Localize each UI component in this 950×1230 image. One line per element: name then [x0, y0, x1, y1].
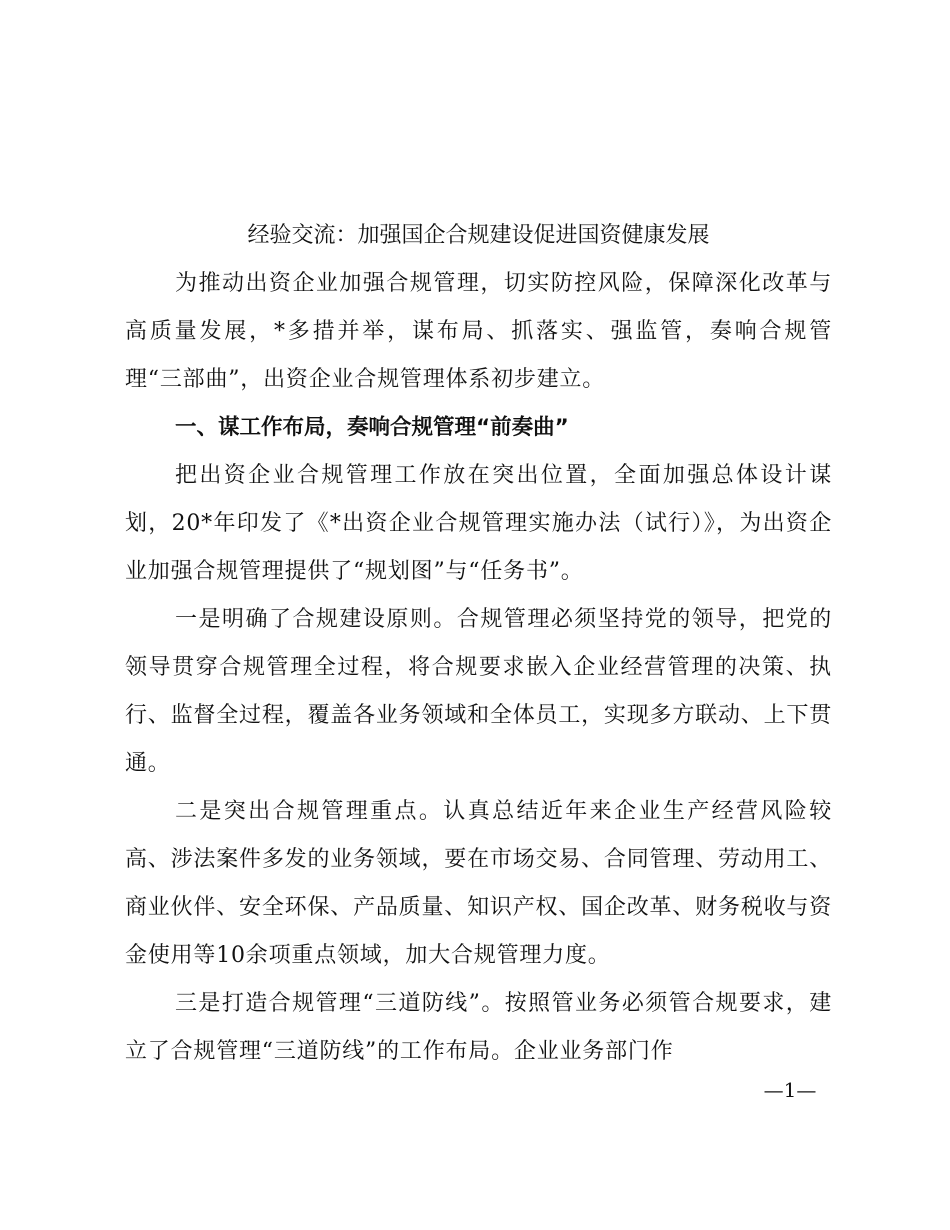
intro-paragraph: 为推动出资企业加强合规管理，切实防控风险，保障深化改革与高质量发展，*多措并举，谋布局、抓落实、强监管，奏响合规管理“三部曲”，出资企业合规管理体系初步建立。: [125, 271, 832, 392]
section-heading-1: 一、谋工作布局，奏响合规管理“前奏曲”: [175, 415, 569, 440]
point-three-paragraph: 三是打造合规管理“三道防线”。按照管业务必须管合规要求，建立了合规管理“三道防线”的工作布局。企业业务部门作: [125, 991, 832, 1064]
page-number: —1—: [763, 1078, 817, 1102]
document-title: 经验交流：加强国企合规建设促进国资健康发展: [247, 223, 710, 248]
point-two-paragraph: 二是突出合规管理重点。认真总结近年来企业生产经营风险较高、涉法案件多发的业务领域，要在市场交易、合同管理、劳动用工、商业伙伴、安全环保、产品质量、知识产权、国企改革、财务税收与资金使用等10余项重点领域，加大合规管理力度。: [125, 799, 832, 968]
point-one-paragraph: 一是明确了合规建设原则。合规管理必须坚持党的领导，把党的领导贯穿合规管理全过程，将合规要求嵌入企业经营管理的决策、执行、监督全过程，覆盖各业务领域和全体员工，实现多方联动、上下贯通。: [125, 607, 832, 776]
document-body: [125, 212, 832, 1076]
section-1-paragraph: 把出资企业合规管理工作放在突出位置，全面加强总体设计谋划，20*年印发了《*出资企业合规管理实施办法（试行）》，为出资企业加强合规管理提供了“规划图”与“任务书”。: [125, 463, 832, 584]
